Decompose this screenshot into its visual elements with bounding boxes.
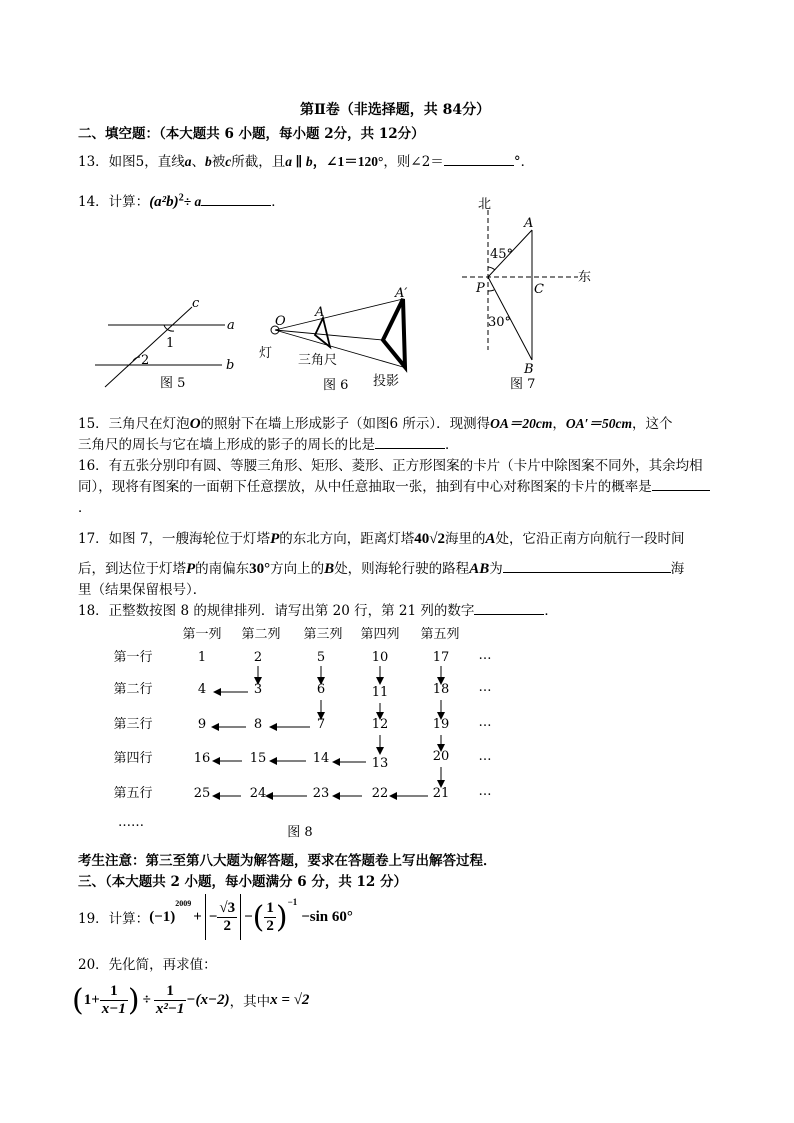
fig5-angle1-label: 1 [166, 336, 175, 351]
fig8-row-ellipsis: … [478, 749, 492, 764]
fig6-label-shadow: 投影 [373, 374, 400, 389]
fig8-more-rows-ellipsis: …… [118, 815, 144, 830]
fig8-row-ellipsis: … [478, 715, 492, 730]
fig8-cell: 25 [193, 786, 211, 801]
fig8-cell: 7 [316, 717, 326, 732]
fig7-angle30-label: 30° [488, 315, 512, 330]
fig6-label-o: O [275, 314, 286, 329]
fig8-col-header: 第三列 [303, 627, 343, 642]
fig6-label-a: A [315, 305, 325, 320]
question-20-expression: ( 1+ $\frac{1}{x-1}$ ) ÷ $\frac{1}{\text{x²−1}}$ −(x−2) ，其中 x = √2 [72, 982, 310, 1018]
fig8-row-ellipsis: … [478, 680, 492, 695]
fig8-col-header: 第二列 [241, 627, 281, 642]
part2-heading: 二、填空题：（本大题共 6 小题，每小题 2分，共 12分） [78, 126, 425, 142]
section-title: 第Ⅱ卷（非选择题，共 84分） [300, 102, 491, 118]
fig8-cell: 20 [432, 749, 450, 764]
fig8-cell: 2 [253, 650, 263, 665]
fig8-cell: 13 [371, 756, 389, 771]
fig8-cell: 15 [249, 751, 267, 766]
question-15-line2: 三角尺的周长与它在墙上形成的影子的周长的比是 ． [78, 437, 459, 453]
question-16-line3: ． [78, 500, 92, 516]
fig6-label-a-prime: A′ [395, 286, 408, 301]
fig6-label-ruler: 三角尺 [298, 353, 338, 368]
question-13: 13．如图5，直线a、b被c所截，且a ∥ b，∠1＝120°，则∠2＝ °． [78, 154, 535, 170]
fig8-cell: 12 [371, 717, 389, 732]
fig7-label-c: C [534, 282, 544, 297]
fig7-label-a: A [524, 216, 534, 231]
fig8-col-header: 第五列 [420, 627, 460, 642]
fig8-cell: 6 [316, 682, 326, 697]
fig8-cell: 18 [432, 682, 450, 697]
question-17-line1: 17．如图 7，一艘海轮位于灯塔P的东北方向，距离灯塔40√2海里的A处，它沿正南方向航行一段时间 [78, 531, 685, 547]
question-17-line2: 后，到达位于灯塔P的南偏东30°方向上的B处，则海轮行驶的路程AB为 海 [78, 561, 685, 577]
fig6-caption: 图 6 [323, 378, 349, 393]
fig5-label-a: a [227, 318, 235, 333]
fig8-cell: 16 [193, 751, 211, 766]
fig8-row-header: 第一行 [113, 650, 153, 665]
question-16-line1: 16．有五张分别印有圆、等腰三角形、矩形、菱形、正方形图案的卡片（卡片中除图案不同外，其余均相 [78, 458, 703, 474]
question-17-line3: 里（结果保留根号）． [78, 582, 207, 598]
fig7-label-b: B [524, 362, 534, 377]
fig5-label-b: b [226, 358, 235, 373]
fig8-cell: 5 [316, 650, 326, 665]
exam-notice: 考生注意：第三至第八大题为解答题，要求在答题卷上写出解答过程． [78, 853, 497, 869]
fig8-text [113, 626, 491, 840]
fig8-row-header: 第五行 [113, 786, 153, 801]
fig8-row-header: 第三行 [113, 717, 153, 732]
question-14: 14．计算：$(a^2b)^2\div a$ ． [78, 192, 285, 210]
fig8-row-ellipsis: … [478, 648, 492, 663]
fig8-arrows [212, 666, 441, 796]
part3-heading: 三、（本大题共 2 小题，每小题满分 6 分，共 12 分） [78, 874, 408, 890]
fig7-label-north: 北 [478, 197, 492, 212]
fig7-caption: 图 7 [510, 377, 536, 392]
fig8-caption: 图 8 [287, 825, 313, 840]
question-19: 19．计算： (−1) 2009 + − $\frac{√3}{2}$ − ( $\frac{1}{2}$ ) $^{-1}$ −sin 60° [78, 893, 353, 941]
fig8-cell: 19 [432, 717, 450, 732]
fig8-cell: 3 [253, 682, 263, 697]
fig8-row-header: 第二行 [113, 682, 153, 697]
fig8-cell: 11 [371, 685, 389, 700]
fig8-cell: 21 [432, 786, 450, 801]
question-15-line1: 15．三角尺在灯泡O的照射下在墙上形成影子（如图6 所示）．现测得OA＝20cm，OA′＝50cm，这个 [78, 416, 673, 432]
fig8-col-header: 第四列 [360, 627, 400, 642]
fig7-angle45-label: 45° [490, 247, 514, 262]
fig8-cell: 4 [197, 682, 207, 697]
fig8-cell: 17 [432, 650, 450, 665]
question-20-line1: 20．先化简，再求值： [78, 957, 217, 973]
fig8-cell: 1 [197, 650, 207, 665]
fig8-cell: 14 [312, 751, 330, 766]
fig8-cell: 23 [312, 786, 330, 801]
fig8-col-header: 第一列 [182, 627, 222, 642]
fig8-cell: 10 [371, 650, 389, 665]
fig7-label-east: 东 [578, 270, 592, 285]
fig5-angle2-label: 2 [141, 353, 150, 368]
fig6-label-lamp: 灯 [259, 346, 273, 361]
fig8-row-header: 第四行 [113, 751, 153, 766]
fig7-label-p: P [476, 281, 485, 296]
question-16-line2: 同），现将有图案的一面朝下任意摆放，从中任意抽取一张，抽到有中心对称图案的卡片的概率是 [78, 475, 710, 495]
fig8-cell: 22 [371, 786, 389, 801]
fig5-caption: 图 5 [160, 376, 186, 391]
question-18: 18．正整数按图 8 的规律排列．请写出第 20 行，第 21 列的数字 ． [78, 603, 558, 619]
fig8-cell: 8 [253, 717, 263, 732]
fig8-cell: 9 [197, 717, 207, 732]
fig5-label-c: c [192, 296, 200, 311]
fig8-cell: 24 [249, 786, 267, 801]
fig8-row-ellipsis: … [478, 784, 492, 799]
